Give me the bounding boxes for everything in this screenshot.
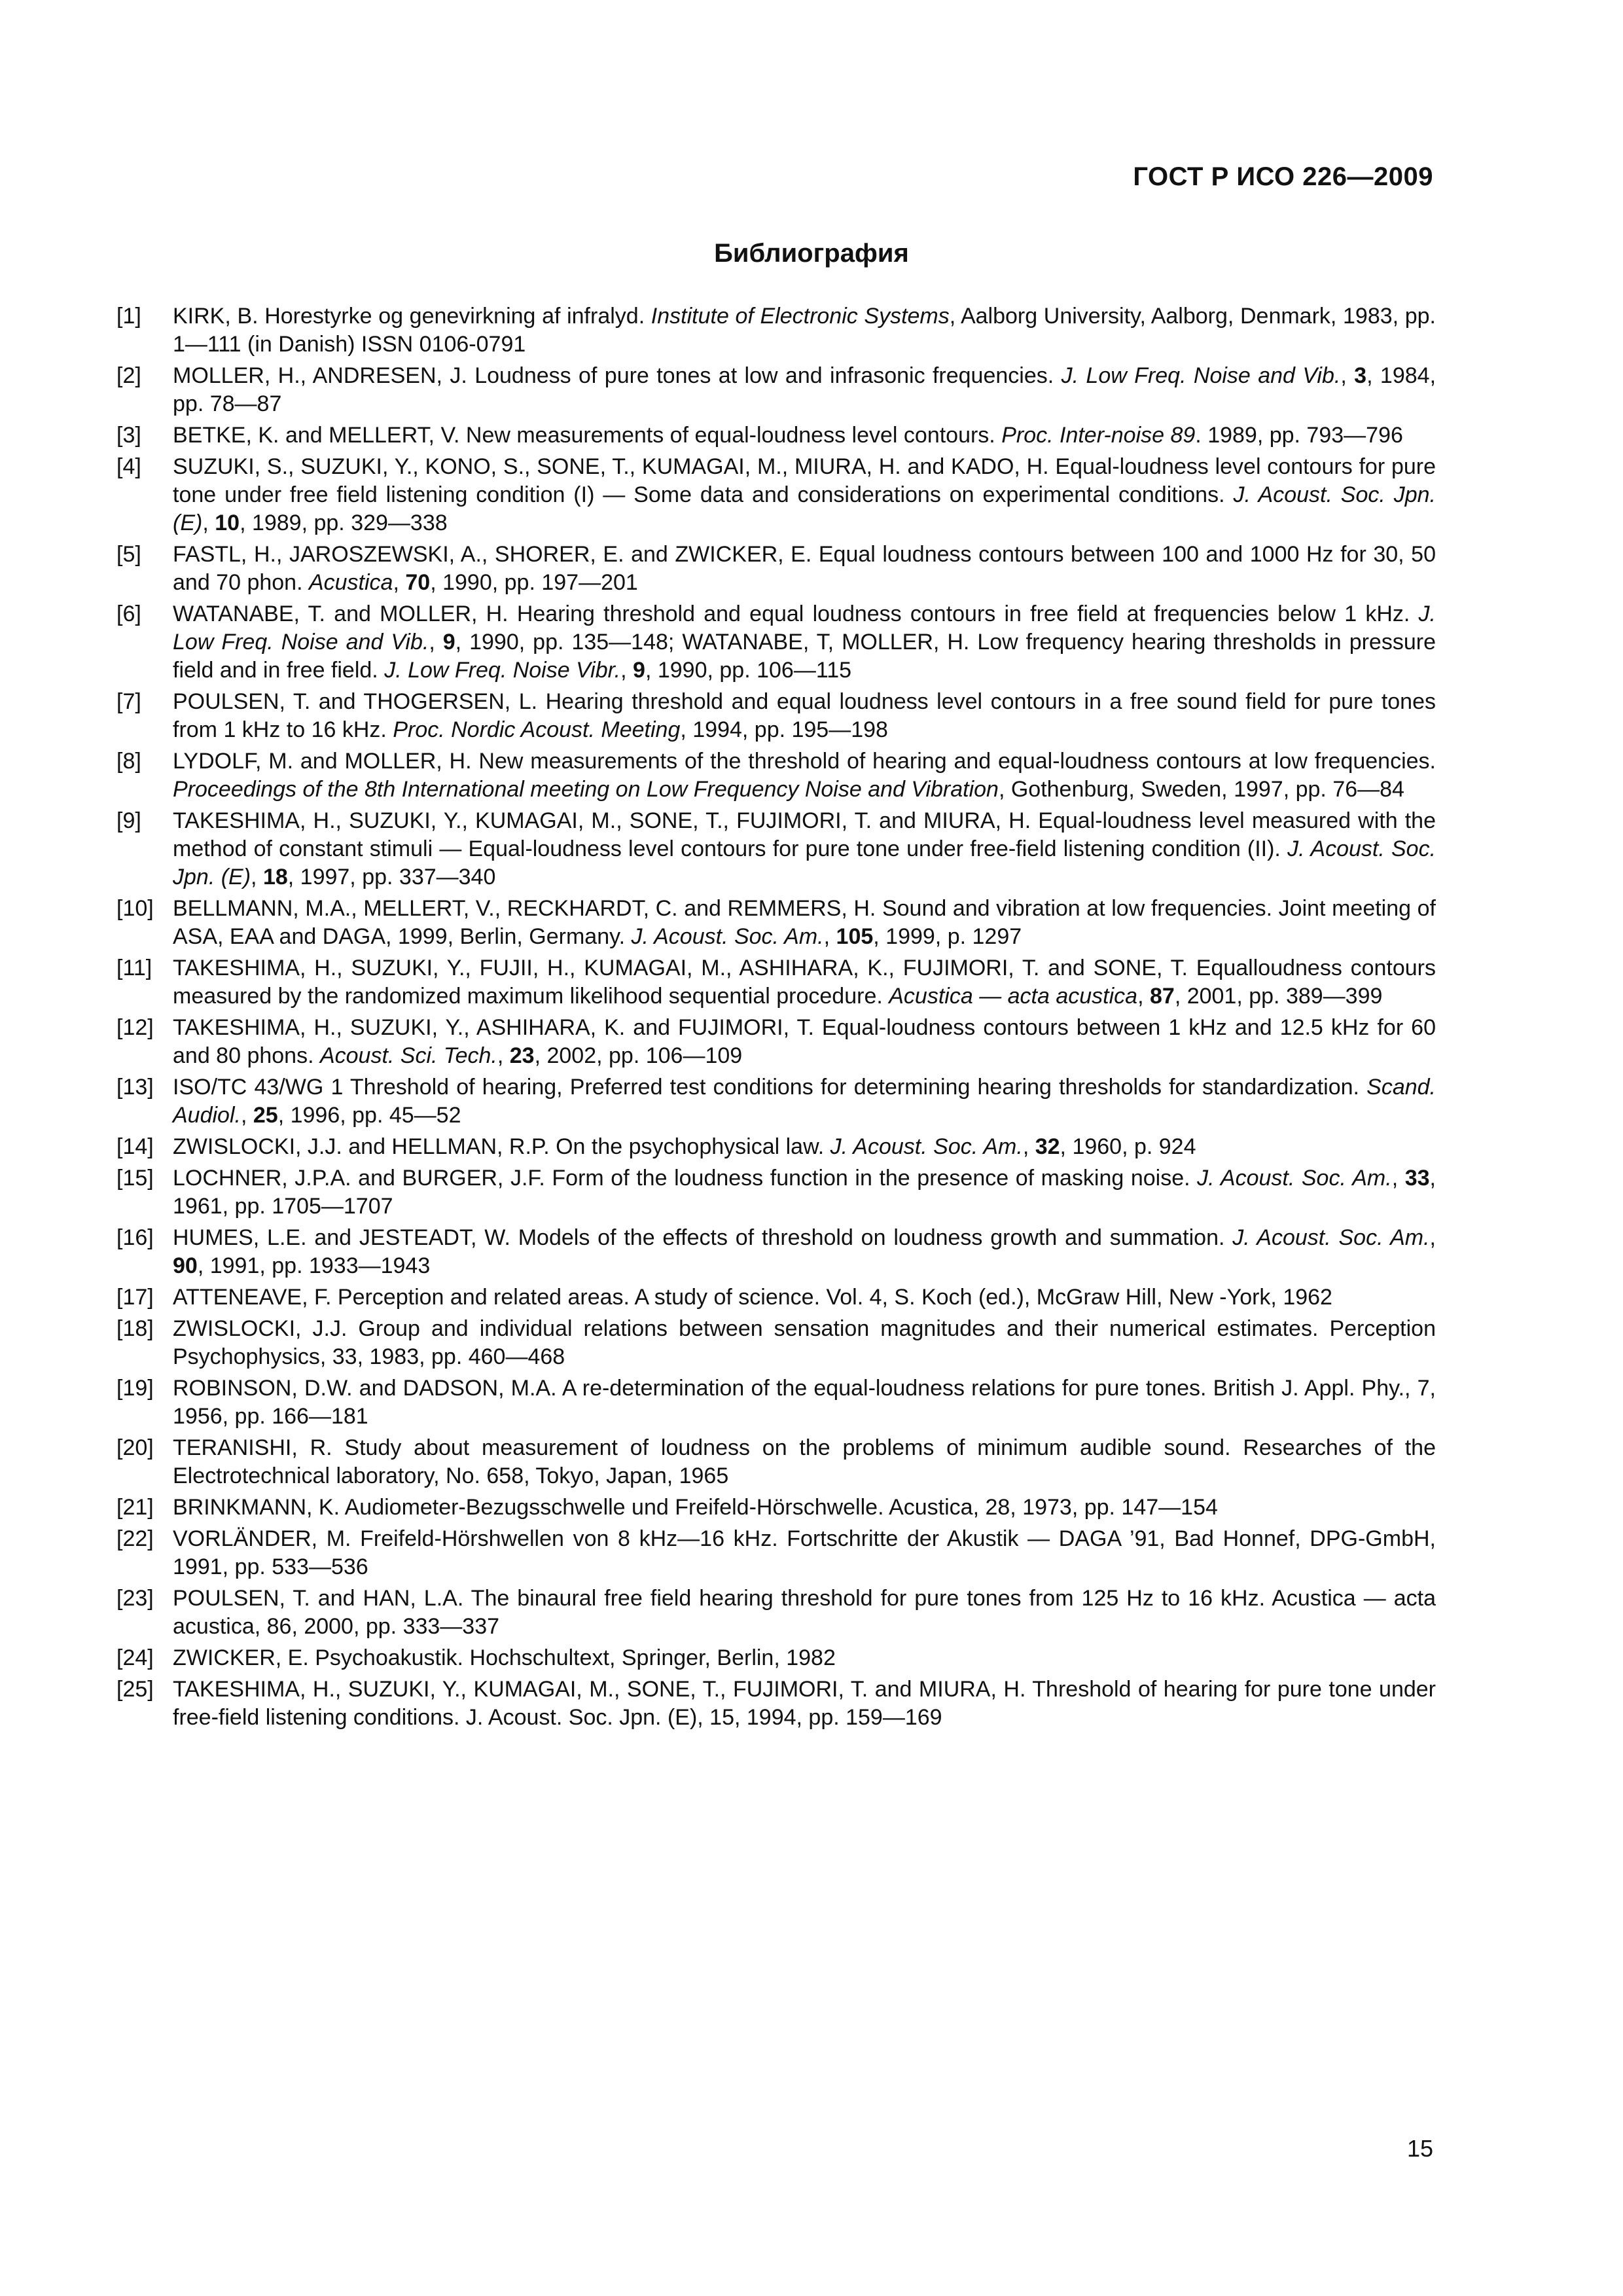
reference-text-part: . 1989, pp. 793—796 xyxy=(1195,423,1403,448)
reference-text-part: VORLÄNDER, M. Freifeld-Hörshwellen von 8 kHz—16 kHz. Fortschritte der Akustik — DAGA ’91, Bad Honnef, DPG-GmbH, 1991, pp. 533—536 xyxy=(173,1526,1436,1579)
reference-text xyxy=(173,808,1436,889)
reference-number: [20] xyxy=(116,1435,154,1460)
reference-text-part: , xyxy=(393,570,406,595)
reference-source-italic: J. Acoust. Soc. Jpn. (E) xyxy=(173,482,1436,535)
reference-volume-bold: 18 xyxy=(262,865,288,889)
reference-text-part: BELLMANN, M.A., MELLERT, V., RECKHARDT, C. and REMMERS, H. Sound and vibration at low frequencies. Joint meeting of ASA, EAA and DAGA, 1999, Berlin, Germany. xyxy=(173,896,1436,949)
reference-number: [21] xyxy=(116,1495,154,1520)
standard-designation: ГОСТ Р ИСО 226—2009 xyxy=(1133,162,1433,191)
reference-number: [7] xyxy=(116,689,141,714)
reference-text-part: ZWISLOCKI, J.J. Group and individual relations between sensation magnitudes and their numerical estimates. Perception Psychophysics, 33, 1983, pp. 460—468 xyxy=(173,1316,1436,1369)
reference-text-part: KIRK, B. Horestyrke og genevirkning af infralyd. xyxy=(173,304,651,329)
reference-text-part: SUZUKI, S., SUZUKI, Y., KONO, S., SONE, T., KUMAGAI, M., MIURA, H. and KADO, H. Equal-loudness level contours for pure tone under free field listening condition (I) — Some data and considerations on experimental conditions. xyxy=(173,454,1436,507)
reference-text-part: , 1997, pp. 337—340 xyxy=(287,865,496,889)
reference-source-italic: Acustica — acta acustica xyxy=(889,984,1138,1009)
reference-text xyxy=(173,1075,1436,1128)
reference-number: [5] xyxy=(116,542,141,567)
reference-text-part: , xyxy=(1137,984,1150,1009)
reference-number: [22] xyxy=(116,1526,154,1551)
reference-text-part: , 1990, pp. 197—201 xyxy=(430,570,638,595)
reference-entry xyxy=(116,747,1436,804)
reference-entry xyxy=(116,954,1436,1011)
reference-text-part: TAKESHIMA, H., SUZUKI, Y., FUJII, H., KUMAGAI, M., ASHIHARA, K., FUJIMORI, T. and SONE, T. Equalloudness contours measured by the randomized maximum likelihood sequential procedure. xyxy=(173,956,1436,1009)
reference-source-italic: Proc. Nordic Acoust. Meeting xyxy=(393,717,681,742)
reference-text-part: WATANABE, T. and MOLLER, H. Hearing threshold and equal loudness contours in free field at frequencies below 1 kHz. xyxy=(173,601,1419,626)
reference-text-part: , 1990, pp. 135—148; WATANABE, T, MOLLER, H. Low frequency hearing thresholds in pressure field and in free field. xyxy=(173,630,1436,683)
reference-text-part: POULSEN, T. and THOGERSEN, L. Hearing threshold and equal loudness level contours in a free sound field for pure tones from 1 kHz to 16 kHz. xyxy=(173,689,1436,742)
reference-text-part: POULSEN, T. and HAN, L.A. The binaural free field hearing threshold for pure tones from 125 Hz to 16 kHz. Acustica — acta acustica, 86, 2000, pp. 333—337 xyxy=(173,1586,1436,1639)
reference-text xyxy=(173,1015,1436,1068)
reference-number: [3] xyxy=(116,423,141,448)
reference-text-part: , 2001, pp. 389—399 xyxy=(1174,984,1383,1009)
reference-text-part: , xyxy=(620,658,633,683)
reference-volume-bold: 9 xyxy=(442,630,455,655)
reference-volume-bold: 90 xyxy=(173,1253,198,1278)
reference-source-italic: Institute of Electronic Systems xyxy=(651,304,950,329)
reference-source-italic: Proceedings of the 8th International meeting on Low Frequency Noise and Vibration xyxy=(173,777,999,802)
reference-volume-bold: 3 xyxy=(1354,363,1367,388)
reference-text-part: TAKESHIMA, H., SUZUKI, Y., KUMAGAI, M., SONE, T., FUJIMORI, T. and MIURA, H. Threshold of hearing for pure tone under free-field listening conditions. J. Acoust. Soc. Jpn. (E), 15, 1994, pp. 159—169 xyxy=(173,1677,1436,1730)
reference-text-part: , xyxy=(1391,1166,1405,1191)
reference-number: [9] xyxy=(116,808,141,833)
reference-text-part: , xyxy=(1429,1225,1436,1250)
reference-text-part: , 1999, p. 1297 xyxy=(873,924,1022,949)
reference-source-italic: J. Low Freq. Noise and Vib. xyxy=(173,601,1436,655)
reference-text xyxy=(173,363,1436,416)
reference-volume-bold: 10 xyxy=(215,511,240,535)
reference-text xyxy=(173,1166,1436,1219)
reference-text xyxy=(173,601,1436,683)
reference-number: [25] xyxy=(116,1677,154,1702)
reference-text-part: BETKE, K. and MELLERT, V. New measurements of equal-loudness level contours. xyxy=(173,423,1002,448)
page-number: 15 xyxy=(1406,2135,1433,2162)
reference-text-part: , Gothenburg, Sweden, 1997, pp. 76—84 xyxy=(998,777,1404,802)
reference-entry xyxy=(116,688,1436,744)
reference-text xyxy=(173,1435,1436,1488)
reference-text-part: BRINKMANN, K. Audiometer-Bezugsschwelle und Freifeld-Hörschwelle. Acustica, 28, 1973, pp. 147—154 xyxy=(173,1495,1218,1520)
reference-text xyxy=(173,1645,836,1670)
reference-text xyxy=(173,1316,1436,1369)
reference-volume-bold: 33 xyxy=(1404,1166,1430,1191)
reference-text-part: , xyxy=(1022,1134,1035,1159)
reference-entry xyxy=(116,1133,1436,1161)
reference-text-part: HUMES, L.E. and JESTEADT, W. Models of the effects of threshold on loudness growth and summation. xyxy=(173,1225,1233,1250)
reference-text-part: FASTL, H., JAROSZEWSKI, A., SHORER, E. and ZWICKER, E. Equal loudness contours between 100 and 1000 Hz for 30, 50 and 70 phon. xyxy=(173,542,1436,595)
reference-source-italic: J. Low Freq. Noise and Vib. xyxy=(1061,363,1341,388)
reference-text-part: ZWISLOCKI, J.J. and HELLMAN, R.P. On the psychophysical law. xyxy=(173,1134,830,1159)
reference-text-part: ROBINSON, D.W. and DADSON, M.A. A re-determination of the equal-loudness relations for pure tones. British J. Appl. Phy., 7, 1956, pp. 166—181 xyxy=(173,1376,1436,1429)
reference-text-part: , 1991, pp. 1933—1943 xyxy=(197,1253,431,1278)
reference-number: [4] xyxy=(116,454,141,479)
reference-entry xyxy=(116,1374,1436,1431)
bibliography-list xyxy=(116,302,1436,1735)
reference-entry xyxy=(116,1434,1436,1490)
reference-text xyxy=(173,454,1436,535)
reference-volume-bold: 70 xyxy=(405,570,431,595)
reference-text-part: , xyxy=(251,865,263,889)
reference-number: [13] xyxy=(116,1075,154,1100)
reference-number: [8] xyxy=(116,749,141,774)
reference-text xyxy=(173,423,1403,448)
reference-text xyxy=(173,1376,1436,1429)
reference-volume-bold: 105 xyxy=(836,924,874,949)
reference-entry xyxy=(116,1494,1436,1522)
reference-number: [11] xyxy=(116,956,152,980)
reference-source-italic: Acoust. Sci. Tech. xyxy=(319,1043,497,1068)
reference-source-italic: Scand. Audiol. xyxy=(173,1075,1436,1128)
reference-text-part: LOCHNER, J.P.A. and BURGER, J.F. Form of the loudness function in the presence of masking noise. xyxy=(173,1166,1198,1191)
reference-entry xyxy=(116,895,1436,951)
reference-text-part: MOLLER, H., ANDRESEN, J. Loudness of pure tones at low and infrasonic frequencies. xyxy=(173,363,1061,388)
reference-entry xyxy=(116,362,1436,418)
reference-text xyxy=(173,956,1436,1009)
reference-text-part: , xyxy=(823,924,836,949)
reference-source-italic: Proc. Inter-noise 89 xyxy=(1001,423,1196,448)
reference-number: [16] xyxy=(116,1225,154,1250)
reference-text-part: , 1984, pp. 78—87 xyxy=(173,363,1436,416)
reference-number: [17] xyxy=(116,1285,154,1310)
reference-text xyxy=(173,304,1436,357)
reference-number: [23] xyxy=(116,1586,154,1611)
reference-text-part: , 1996, pp. 45—52 xyxy=(277,1103,461,1128)
reference-number: [1] xyxy=(116,304,141,329)
reference-volume-bold: 25 xyxy=(253,1103,278,1128)
reference-text-part: , 1961, pp. 1705—1707 xyxy=(173,1166,1436,1219)
reference-text-part: , 1990, pp. 106—115 xyxy=(645,658,852,683)
reference-number: [2] xyxy=(116,363,141,388)
reference-number: [10] xyxy=(116,896,154,921)
reference-entry xyxy=(116,541,1436,597)
reference-text-part: TAKESHIMA, H., SUZUKI, Y., KUMAGAI, M., SONE, T., FUJIMORI, T. and MIURA, H. Equal-loudness level measured with the method of constant stimuli — Equal-loudness level contours for pure tone under free-field listening condition (II). xyxy=(173,808,1436,861)
reference-entry xyxy=(116,1676,1436,1732)
reference-text xyxy=(173,1586,1436,1639)
reference-text xyxy=(173,1495,1218,1520)
reference-text xyxy=(173,1225,1436,1278)
reference-text-part: , xyxy=(1340,363,1355,388)
reference-number: [15] xyxy=(116,1166,154,1191)
reference-entry xyxy=(116,1644,1436,1672)
reference-entry xyxy=(116,807,1436,891)
reference-entry xyxy=(116,302,1436,359)
reference-entry xyxy=(116,1014,1436,1070)
reference-entry xyxy=(116,1585,1436,1641)
reference-volume-bold: 87 xyxy=(1149,984,1175,1009)
reference-source-italic: Acustica xyxy=(308,570,393,595)
reference-text-part: , 1960, p. 924 xyxy=(1060,1134,1196,1159)
reference-text xyxy=(173,1285,1332,1310)
reference-text-part: , xyxy=(240,1103,253,1128)
reference-number: [19] xyxy=(116,1376,154,1401)
reference-text-part: , Aalborg University, Aalborg, Denmark, 1983, pp. 1—111 (in Danish) ISSN 0106-0791 xyxy=(173,304,1436,357)
reference-entry xyxy=(116,422,1436,450)
reference-number: [6] xyxy=(116,601,141,626)
reference-number: [24] xyxy=(116,1645,154,1670)
reference-volume-bold: 9 xyxy=(633,658,645,683)
reference-text-part: LYDOLF, M. and MOLLER, H. New measurements of the threshold of hearing and equal-loudness contours at low frequencies. xyxy=(173,749,1436,774)
reference-text-part: , 2002, pp. 106—109 xyxy=(534,1043,743,1068)
reference-volume-bold: 32 xyxy=(1035,1134,1060,1159)
reference-text xyxy=(173,542,1436,595)
reference-entry xyxy=(116,600,1436,685)
reference-text-part: , 1989, pp. 329—338 xyxy=(240,511,448,535)
reference-source-italic: J. Acoust. Soc. Am. xyxy=(1197,1166,1392,1191)
reference-text-part: , xyxy=(429,630,443,655)
reference-text xyxy=(173,1134,1196,1159)
reference-text xyxy=(173,749,1436,802)
reference-text xyxy=(173,689,1436,742)
reference-number: [14] xyxy=(116,1134,154,1159)
reference-entry xyxy=(116,1283,1436,1312)
reference-source-italic: J. Acoust. Soc. Jpn. (E) xyxy=(173,836,1436,889)
reference-text xyxy=(173,1526,1436,1579)
reference-source-italic: J. Acoust. Soc. Am. xyxy=(830,1134,1023,1159)
reference-entry xyxy=(116,1525,1436,1581)
reference-text-part: ZWICKER, E. Psychoakustik. Hochschultext, Springer, Berlin, 1982 xyxy=(173,1645,836,1670)
reference-entry xyxy=(116,1164,1436,1221)
reference-entry xyxy=(116,1224,1436,1280)
reference-text-part: , xyxy=(202,511,215,535)
reference-text-part: ATTENEAVE, F. Perception and related areas. A study of science. Vol. 4, S. Koch (ed.), McGraw Hill, New -York, 1962 xyxy=(173,1285,1332,1310)
page-title: Библиография xyxy=(714,239,909,268)
reference-text-part: , 1994, pp. 195—198 xyxy=(680,717,888,742)
reference-source-italic: J. Acoust. Soc. Am. xyxy=(631,924,824,949)
reference-text-part: TERANISHI, R. Study about measurement of loudness on the problems of minimum audible sound. Researches of the Electrotechnical laboratory, No. 658, Tokyo, Japan, 1965 xyxy=(173,1435,1436,1488)
reference-text-part: , xyxy=(497,1043,510,1068)
reference-number: [18] xyxy=(116,1316,154,1341)
reference-entry xyxy=(116,453,1436,537)
reference-source-italic: J. Acoust. Soc. Am. xyxy=(1232,1225,1430,1250)
reference-text-part: ISO/TC 43/WG 1 Threshold of hearing, Preferred test conditions for determining hearing thresholds for standardization. xyxy=(173,1075,1367,1100)
reference-source-italic: J. Low Freq. Noise Vibr. xyxy=(384,658,621,683)
reference-number: [12] xyxy=(116,1015,154,1040)
reference-entry xyxy=(116,1073,1436,1130)
reference-text xyxy=(173,896,1436,949)
reference-text xyxy=(173,1677,1436,1730)
reference-entry xyxy=(116,1315,1436,1371)
reference-text-part: TAKESHIMA, H., SUZUKI, Y., ASHIHARA, K. and FUJIMORI, T. Equal-loudness contours between 1 kHz and 12.5 kHz for 60 and 80 phons. xyxy=(173,1015,1436,1068)
reference-volume-bold: 23 xyxy=(509,1043,535,1068)
